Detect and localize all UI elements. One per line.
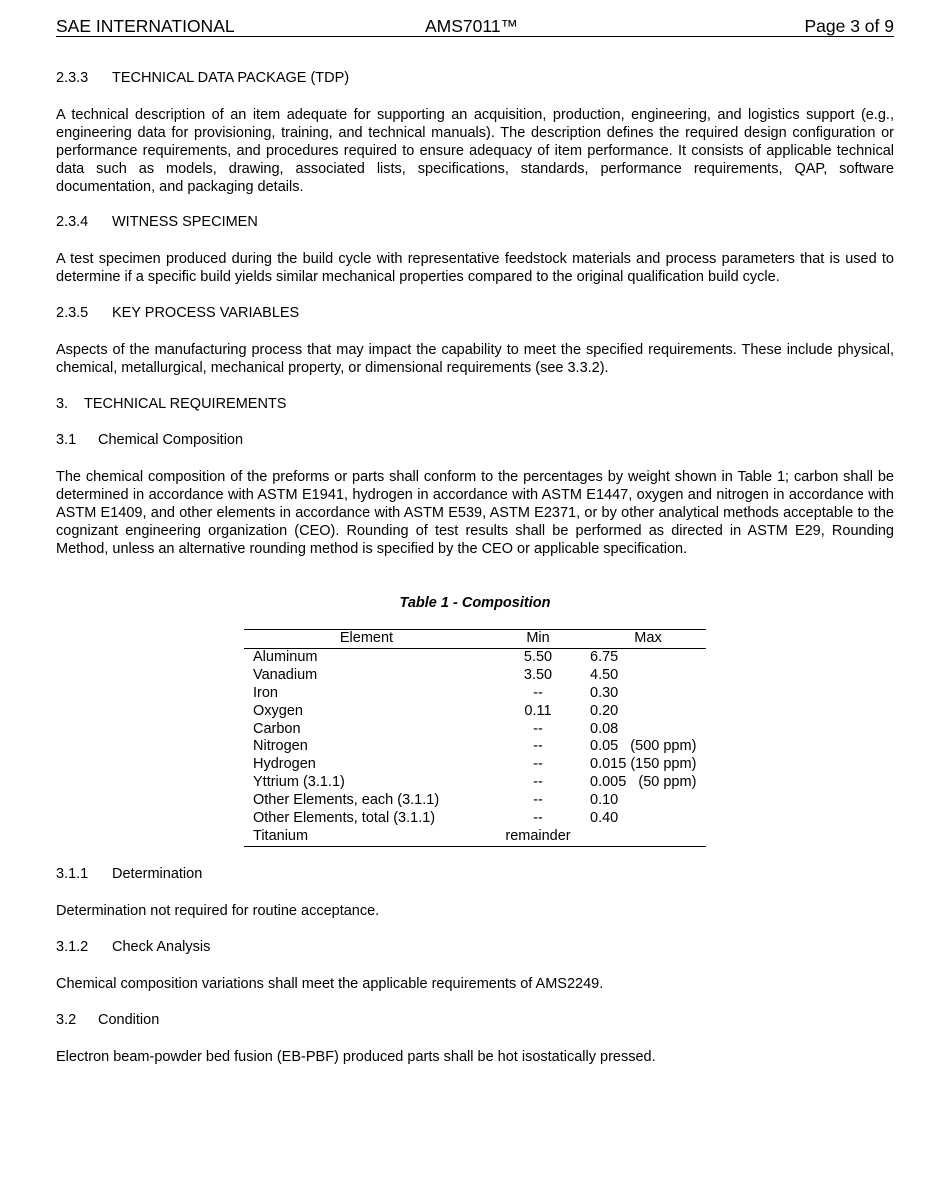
column-header-element: Element <box>244 630 489 649</box>
cell-max: 0.08 <box>590 720 619 737</box>
table-body <box>244 648 706 846</box>
cell-min: 5.50 <box>523 648 553 665</box>
cell-element: Oxygen <box>253 702 303 719</box>
header-doc-number: AMS7011™ <box>425 16 519 36</box>
section-number: 2.3.4 <box>56 214 89 230</box>
section-number: 2.3.5 <box>56 305 89 321</box>
section-title: KEY PROCESS VARIABLES <box>112 305 300 321</box>
section-heading <box>56 395 894 413</box>
cell-max: 4.50 <box>590 666 619 683</box>
table-row <box>244 721 706 739</box>
header-org: SAE INTERNATIONAL <box>56 16 235 36</box>
cell-max: 6.75 <box>590 648 619 665</box>
table-row <box>244 685 706 703</box>
cell-min: -- <box>533 810 543 827</box>
cell-element: Yttrium (3.1.1) <box>253 774 345 791</box>
table-row <box>244 667 706 685</box>
cell-min: -- <box>533 756 543 773</box>
cell-min: -- <box>533 774 543 791</box>
cell-min: -- <box>533 738 543 755</box>
cell-max: 0.30 <box>590 684 619 701</box>
cell-min: -- <box>533 792 543 809</box>
cell-min: -- <box>533 684 543 701</box>
section-3-1-1 <box>56 865 894 920</box>
section-number: 3.1.1 <box>56 866 89 882</box>
cell-max: 0.20 <box>590 702 619 719</box>
cell-element: Iron <box>253 684 278 701</box>
section-title: Condition <box>98 1012 160 1028</box>
section-body: The chemical composition of the preforms or parts shall conform to the percentages by weight shown in Table 1; carbon shall be determined in accordance with ASTM E1941, hydrogen in accordance with ASTM E1447, oxygen and nitrogen in accordance with ASTM E1409, and other elements in accordance with ASTM E539, ASTM E2371, or by other analytical methods acceptable to the cognizant engineering organization (CEO). Rounding of test results shall be performed as directed in ASTM E29, Rounding Method, unless an alternative rounding method is specified by the CEO or applicable specification. <box>56 469 894 557</box>
section-heading <box>56 431 894 449</box>
cell-max <box>587 828 706 846</box>
cell-min: -- <box>533 720 543 737</box>
section-heading <box>56 69 894 87</box>
section-2-3-5 <box>56 304 894 377</box>
section-body: Electron beam-powder bed fusion (EB-PBF) produced parts shall be hot isostatically pressed. <box>56 1049 656 1065</box>
column-header-max: Max <box>587 630 706 649</box>
section-title: WITNESS SPECIMEN <box>112 214 258 230</box>
section-title: TECHNICAL REQUIREMENTS <box>84 396 287 412</box>
table-caption: Table 1 - Composition <box>399 595 551 611</box>
cell-min: 0.11 <box>524 702 552 719</box>
section-body: Determination not required for routine acceptance. <box>56 903 380 919</box>
section-2-3-3 <box>56 69 894 196</box>
header-page-number: Page 3 of 9 <box>804 16 894 36</box>
section-number: 3.2 <box>56 1012 77 1028</box>
section-number: 3. <box>56 396 69 412</box>
section-3 <box>56 395 894 413</box>
section-number: 3.1.2 <box>56 939 89 955</box>
document-page <box>56 16 894 1065</box>
section-body: Aspects of the manufacturing process that may impact the capability to meet the specified requirements. These include physical, chemical, metallurgical, mechanical property, or dimensional requirements (see 3.3.2). <box>56 342 894 376</box>
section-heading <box>56 304 894 322</box>
section-3-1-2 <box>56 938 894 993</box>
cell-max: 0.005 (50 ppm) <box>590 774 697 791</box>
cell-element: Other Elements, each (3.1.1) <box>253 792 440 809</box>
cell-element: Vanadium <box>253 666 318 683</box>
table-row <box>244 792 706 810</box>
section-number: 2.3.3 <box>56 70 89 86</box>
section-body: Chemical composition variations shall meet the applicable requirements of AMS2249. <box>56 976 604 992</box>
cell-element: Hydrogen <box>253 756 316 773</box>
section-heading <box>56 213 894 231</box>
table-row <box>244 810 706 828</box>
table-row <box>244 756 706 774</box>
section-title: TECHNICAL DATA PACKAGE (TDP) <box>112 70 350 86</box>
table-row <box>244 828 706 846</box>
cell-min: remainder <box>489 828 587 846</box>
column-header-min: Min <box>489 630 587 649</box>
table-row <box>244 648 706 666</box>
section-title: Check Analysis <box>112 939 211 955</box>
cell-min: 3.50 <box>523 666 553 683</box>
section-number: 3.1 <box>56 432 77 448</box>
section-title: Chemical Composition <box>98 432 244 448</box>
cell-max: 0.40 <box>590 810 619 827</box>
page-header <box>56 16 894 37</box>
cell-element: Carbon <box>253 720 301 737</box>
table-row <box>244 774 706 792</box>
section-3-2 <box>56 1011 894 1066</box>
cell-element: Aluminum <box>253 648 318 665</box>
cell-max: 0.05 (500 ppm) <box>590 738 697 755</box>
section-heading <box>56 1011 894 1029</box>
cell-max: 0.10 <box>590 792 619 809</box>
cell-element: Titanium <box>244 828 489 846</box>
table-row <box>244 703 706 721</box>
section-3-1 <box>56 431 894 558</box>
table-row <box>244 738 706 756</box>
section-title: Determination <box>112 866 203 882</box>
cell-element: Other Elements, total (3.1.1) <box>253 810 436 827</box>
cell-element: Nitrogen <box>253 738 308 755</box>
table-header-row <box>244 630 706 649</box>
section-heading <box>56 865 894 883</box>
section-body: A technical description of an item adequate for supporting an acquisition, production, engineering, and logistics support (e.g., engineering data for provisioning, training, and technical manuals). The description defines the required design configuration or performance requirements, and procedures required to ensure adequacy of item performance. It consists of applicable technical data such as models, drawing, associated lists, specifications, standards, performance requirements, QAP, software documentation, and packaging details. <box>56 107 894 195</box>
section-body: A test specimen produced during the build cycle with representative feedstock materials and process parameters that is used to determine if a specific build yields similar mechanical properties compared to the original qualification build cycle. <box>56 251 894 285</box>
cell-max: 0.015 (150 ppm) <box>590 756 697 773</box>
section-2-3-4 <box>56 213 894 286</box>
composition-table <box>244 629 706 847</box>
section-heading <box>56 938 894 956</box>
